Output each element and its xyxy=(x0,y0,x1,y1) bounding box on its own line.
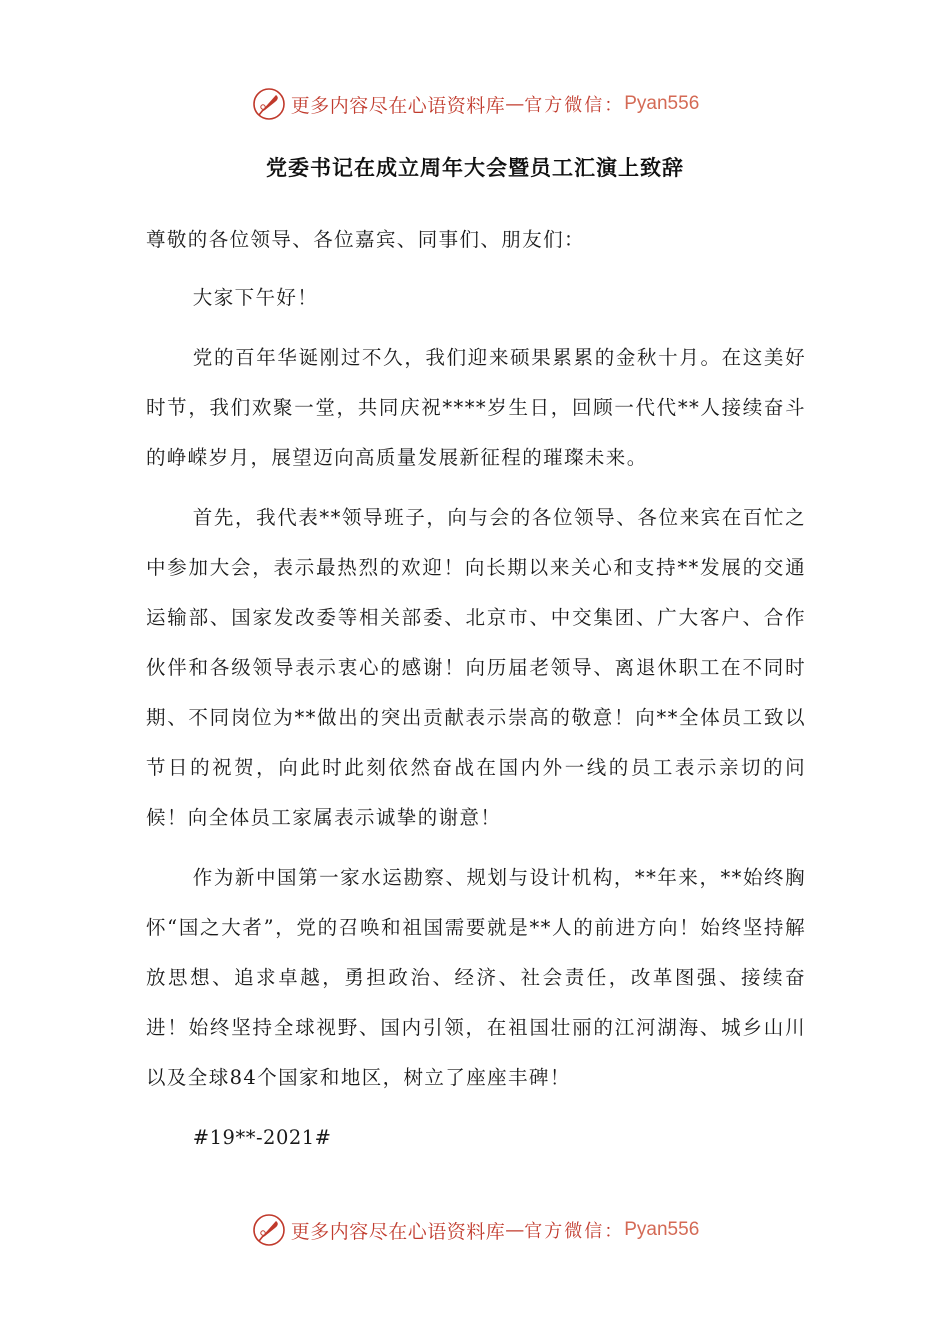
anniversary-tag: #19**-2021# xyxy=(192,1126,332,1149)
watermark-text: 更多内容尽在心语资料库 xyxy=(290,94,506,117)
paragraph-thanks: 首先，我代表**领导班子，向与会的各位领导、各位来宾在百忙之中参加大会，表示最热烈的欢迎！向长期以来关心和支持**发展的交通运输部、国家发改委等相关部委、北京市、中交集团、广大客户、合作伙伴和各级领导表示衷心的感谢！向历届老领导、离退休职工在不同时期、不同岗位为**做出的突出贡献表示崇高的敬意！向**全体员工致以节日的祝贺，向此时此刻依然奋战在国内外一线的员工表示亲切的问候！向全体员工家属表示诚挚的谢意！ xyxy=(146,506,806,829)
watermark-dash: — xyxy=(505,1219,525,1241)
watermark-wechat-id: Pyan556 xyxy=(624,1219,700,1240)
paragraph-greeting: 大家下午好！ xyxy=(192,286,319,309)
salutation: 尊敬的各位领导、各位嘉宾、同事们、朋友们： xyxy=(146,228,585,251)
watermark-label: 官方微信： xyxy=(524,95,625,116)
document-body xyxy=(146,215,806,1173)
watermark-wechat-id: Pyan556 xyxy=(624,93,700,114)
document-title: 党委书记在成立周年大会暨员工汇演上致辞 xyxy=(266,156,684,180)
footer-watermark xyxy=(0,1210,950,1250)
paragraph-history: 作为新中国第一家水运勘察、规划与设计机构，**年来，**始终胸怀“国之大者”，党的召唤和祖国需要就是**人的前进方向！始终坚持解放思想、追求卓越，勇担政治、经济、社会责任，改革图强、接续奋进！始终坚持全球视野、国内引领，在祖国壮丽的江河湖海、城乡山川以及全球84个国家和地区，树立了座座丰碑！ xyxy=(146,866,806,1089)
quill-logo-icon xyxy=(251,1212,287,1248)
watermark-dash: — xyxy=(505,93,525,115)
paragraph-intro: 党的百年华诞刚过不久，我们迎来硕果累累的金秋十月。在这美好时节，我们欢聚一堂，共同庆祝****岁生日，回顾一代代**人接续奋斗的峥嵘岁月，展望迈向高质量发展新征程的璀璨未来。 xyxy=(146,346,806,469)
watermark-label: 官方微信： xyxy=(524,1221,625,1242)
watermark-text: 更多内容尽在心语资料库 xyxy=(290,1220,506,1243)
header-watermark xyxy=(0,84,950,124)
quill-logo-icon xyxy=(251,86,287,122)
